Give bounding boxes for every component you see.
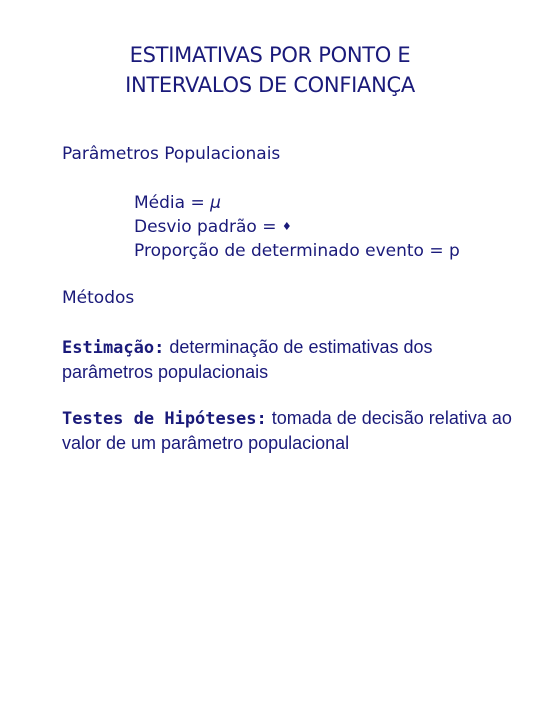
testes-term: Testes de Hipóteses: bbox=[62, 409, 267, 429]
mu-symbol: μ bbox=[210, 193, 221, 213]
estimacao-term: Estimação: bbox=[62, 338, 165, 358]
metodos-heading: Métodos bbox=[62, 288, 135, 308]
media-line bbox=[134, 191, 460, 215]
testes-description: tomada de decisão relativa ao valor de um parâmetro populacional bbox=[62, 408, 512, 453]
slide-title-line-2: INTERVALOS DE CONFIANÇA bbox=[125, 73, 415, 97]
proporcao-line: Proporção de determinado evento = p bbox=[134, 241, 460, 261]
media-label: Média = bbox=[134, 193, 211, 213]
slide-title bbox=[0, 40, 540, 100]
estimacao-paragraph bbox=[62, 335, 522, 385]
parametros-heading: Parâmetros Populacionais bbox=[62, 144, 281, 164]
desvio-label: Desvio padrão = bbox=[134, 217, 282, 237]
testes-paragraph bbox=[62, 406, 522, 456]
parametros-list bbox=[134, 191, 460, 263]
estimacao-description: determinação de estimativas dos parâmetros populacionais bbox=[62, 337, 433, 382]
desvio-line bbox=[134, 215, 460, 239]
diamond-icon: ♦ bbox=[281, 220, 292, 233]
slide-title-line-1: ESTIMATIVAS POR PONTO E bbox=[129, 43, 411, 67]
